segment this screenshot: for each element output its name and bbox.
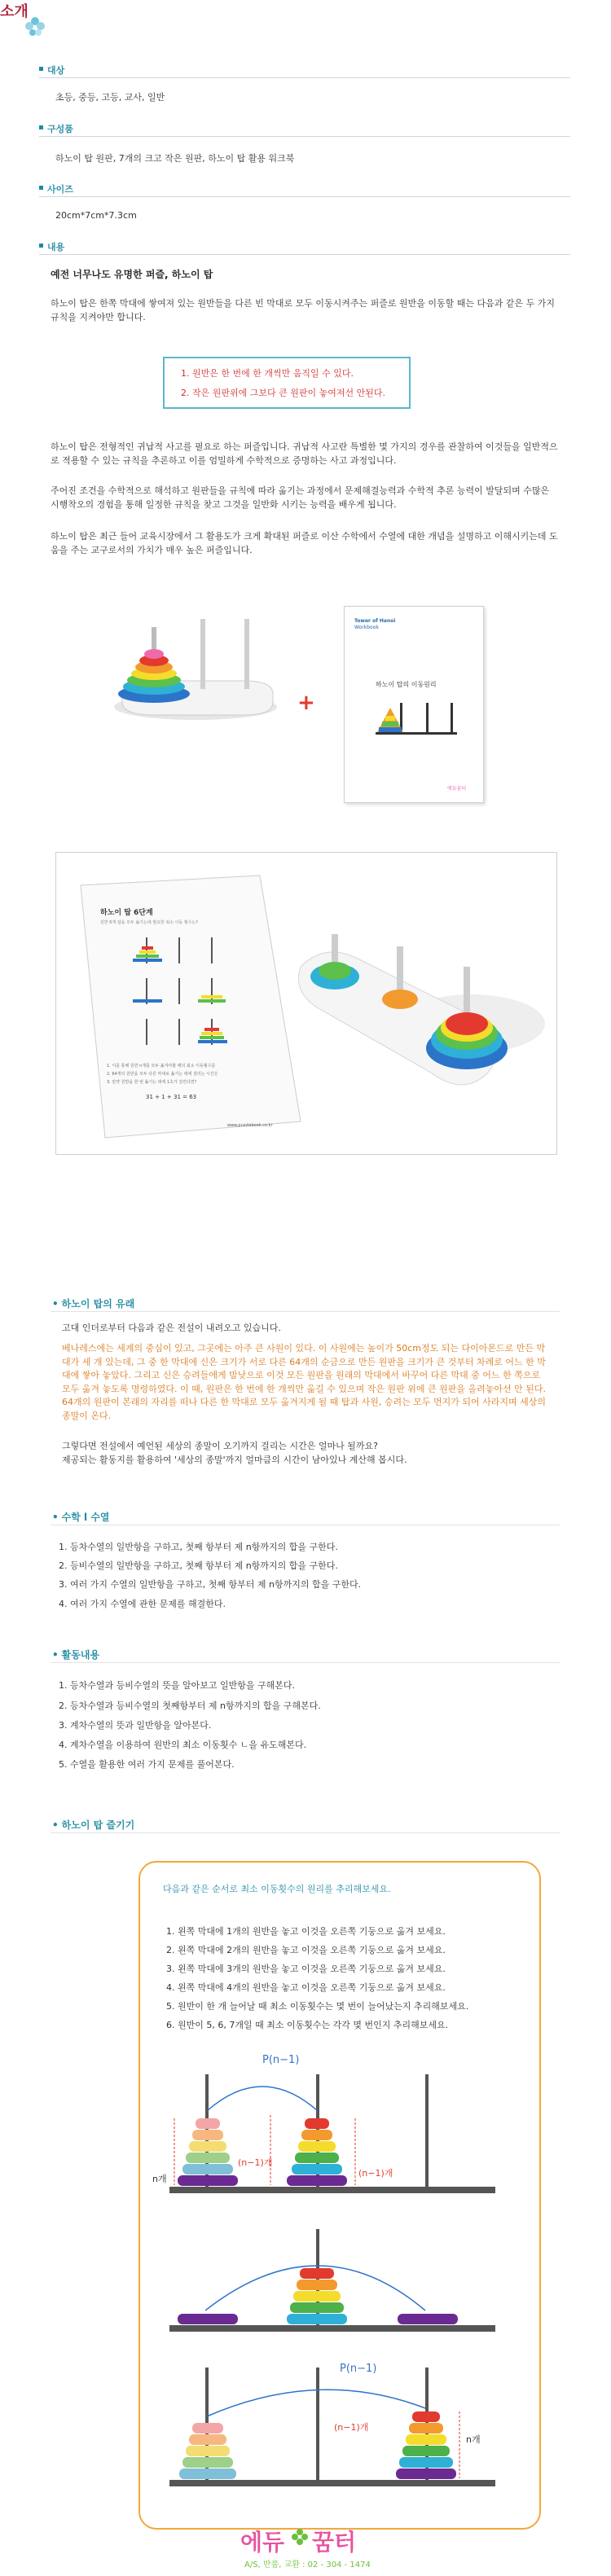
diagram-label-n1-right: (n−1)개 [358, 2168, 393, 2179]
activity-title: • 활동내용 [52, 1648, 99, 1661]
diagram-label-n-top: n개 [152, 2174, 167, 2184]
intro-paragraph-4: 하노이 탑은 최근 들어 교육시장에서 그 활용도가 크게 확대된 퍼즐로 이산 수학에서 수열에 대한 개념을 설명하고 이해시키는데 도움을 주는 교구로서의 가치가 매우 높은 퍼즐입니다. [51, 531, 558, 555]
target-text: 초등, 중등, 고등, 교사, 일반 [55, 92, 165, 103]
math-item-1: 1. 등차수열의 일반항을 구하고, 첫째 항부터 제 n항까지의 합을 구한다. [59, 1542, 338, 1552]
game-step-3: 3. 왼쪽 막대에 3개의 원반을 놓고 이것을 오른쪽 기둥으로 옮겨 보세요. [166, 1964, 446, 1974]
footer-contact: A/S, 반품, 교환 : 02 - 304 - 1474 [244, 2561, 371, 2569]
booklet-formula: 31 + 1 + 31 = 63 [146, 1094, 197, 1100]
game-box [138, 1861, 541, 2530]
legend-intro: 고대 인더로부터 다음과 같은 전설이 내려오고 있습니다. [62, 1323, 281, 1333]
section-label-contents: 구성품 [47, 124, 73, 134]
activity-item-1: 1. 등차수열과 등비수열의 뜻을 알아보고 일반항을 구해본다. [59, 1680, 295, 1691]
booklet-subtitle: 원반 6개 탑을 모두 옮기는데 필요한 최소 이동 횟수는? [100, 920, 198, 925]
contents-text: 하노이 탑 원판, 7개의 크고 작은 원판, 하노이 탑 활용 워크북 [55, 153, 295, 164]
activity-item-3: 3. 계차수열의 뜻과 일반항을 알아본다. [59, 1720, 212, 1731]
math-item-2: 2. 등비수열의 일반항을 구하고, 첫째 항부터 제 n항까지의 합을 구한다. [59, 1560, 338, 1571]
rule-2: 2. 작은 원판위에 그보다 큰 원판이 놓여져선 안된다. [181, 388, 385, 398]
game-step-6: 6. 원반이 5, 6, 7개일 때 최소 이동횟수는 각각 몇 번인지 추리해보세요. [166, 2020, 449, 2030]
diagram-label-pn1-top: P(n−1) [262, 2054, 300, 2066]
footer-logo-right: 꿈터 [312, 2529, 357, 2556]
rules-box [163, 357, 411, 409]
workbook-logo: 에듀꿈터 [447, 786, 467, 792]
intro-paragraph-3: 주어진 조건을 수학적으로 해석하고 원판들을 규칙에 따라 옮기는 과정에서 문제해결능력과 수학적 추론 능력이 발달되며 수많은 시행착오의 경험을 통해 일정한 규칙을 찾고 그것을 일반화 시키는 능력을 배우게 됩니다. [51, 485, 550, 510]
divider [39, 254, 570, 255]
booklet-heading: 하노이 탑 6단계 [100, 909, 153, 917]
plus-sign: + [297, 691, 315, 715]
legend-story: 베나레스에는 세계의 중심이 있고, 그곳에는 아주 큰 사원이 있다. 이 사원에는 높이가 50cm정도 되는 다이아몬드로 만든 막대가 세 개 있는데, 그 중 한 막대에 신은 크기가 서로 다른 64개의 순금으로 만든 원판을 크기가 큰 것부터 차례로 어느 한 막대에 쌓아 놓았다. 그리고 신은 승려들에게 밤낮으로 이것 모든 원판을 원래의 막대에서 바꾸어 다른 막대 중 어느 한 쪽으로 모두 옮겨 놓도록 명령하였다. 이 때, 원판은 한 번에 한 개씩만 옮길 수 있으며 작은 원판 위에 큰 원판을 올려놓아선 안 된다. 64개의 원판이 본래의 자리를 떠나 다른 한 막대로 모두 옮겨지게 될 때 탑과 사원, 승려는 모두 먼지가 되어 사라지며 세상의 종말이 온다. [62, 1343, 546, 1421]
workbook-title: 하노이 탑의 이동원리 [376, 681, 437, 688]
booklet-q2: 2. 64개의 원반을 모두 다른 막대로 옮기는 데에 걸리는 시간은 [107, 1072, 218, 1077]
intro-paragraph-2: 하노이 탑은 전형적인 귀납적 사고를 필요로 하는 퍼즐입니다. 귀납적 사고란 특별한 몇 가지의 경우를 관찰하여 이것들을 일반적으로 적용할 수 있는 규칙을 추론하고 이를 엄밀하게 수학적으로 증명하는 사고 과정입니다. [51, 441, 558, 466]
workbook-image [344, 606, 484, 803]
divider [51, 1832, 560, 1833]
flower-logo-icon [24, 16, 46, 37]
workbook-cover-line2: Workbook [354, 625, 379, 630]
divider [39, 196, 570, 197]
booklet-photo-frame [55, 852, 557, 1155]
intro-heading: 예전 너무나도 유명한 퍼즐, 하노이 탑 [51, 269, 213, 280]
divider [51, 1311, 560, 1312]
intro-paragraph-1: 하노이 탑은 한쪽 막대에 쌓여져 있는 원반들을 다른 빈 막대로 모두 이동시켜주는 퍼즐로 원반을 이동할 때는 다음과 같은 두 가지 규칙을 지켜야만 합니다. [51, 298, 555, 323]
game-title: • 하노이 탑 즐기기 [52, 1818, 134, 1832]
diagram-label-n-bottom: n개 [466, 2434, 481, 2445]
diagram-label-n1-top: (n−1)개 [238, 2157, 273, 2168]
game-step-1: 1. 왼쪽 막대에 1개의 원반을 놓고 이것을 오른쪽 기둥으로 옮겨 보세요. [166, 1926, 446, 1937]
booklet-q1: 1. 이를 통해 원반 n개를 모두 옮겨야할 때의 최소 이동횟수를 [107, 1064, 216, 1069]
section-label-target: 대상 [47, 65, 65, 76]
footer-logo [240, 2525, 387, 2557]
math-item-4: 4. 여러 가지 수열에 관한 문제를 해결한다. [59, 1599, 226, 1609]
divider [39, 77, 570, 78]
section-label-desc: 내용 [47, 242, 65, 252]
footer-logo-left: 에듀 [240, 2529, 285, 2556]
booklet-url: www.puzzlebook.co.kr [227, 1123, 273, 1128]
game-step-4: 4. 왼쪽 막대에 4개의 원반을 놓고 이것을 오른쪽 기둥으로 옮겨 보세요. [166, 1982, 446, 1993]
divider [51, 1662, 560, 1663]
diagram-label-pn1-bottom: P(n−1) [340, 2363, 377, 2375]
page-title: 소개 [0, 3, 29, 20]
rule-1: 1. 원반은 한 번에 한 개씩만 움직일 수 있다. [181, 368, 354, 379]
legend-closing-2: 제공되는 활동지를 활용하여 '세상의 종말'까지 얼마큼의 시간이 남아있나 계산해 봅시다. [62, 1455, 407, 1465]
activity-item-4: 4. 계차수열을 이용하여 원반의 최소 이동횟수 ㄴ을 유도해본다. [59, 1740, 307, 1750]
activity-item-5: 5. 수열을 활용한 여러 가지 문제를 풀어본다. [59, 1759, 235, 1770]
workbook-cover-line1: Tower of Hanoi [354, 618, 396, 624]
legend-closing-1: 그렇다면 전설에서 예언된 세상의 종말이 오기까지 걸리는 시간은 얼마나 될까요? [62, 1441, 378, 1451]
legend-title: • 하노이 탑의 유래 [52, 1297, 134, 1310]
section-label-size: 사이즈 [47, 184, 73, 195]
clover-icon [291, 2528, 309, 2546]
math-item-3: 3. 여러 가지 수열의 일반항을 구하고, 첫째 항부터 제 n항까지의 합을 구한다. [59, 1579, 362, 1590]
game-intro: 다음과 같은 순서로 최소 이동횟수의 원리를 추리해보세요. [163, 1884, 391, 1894]
size-text: 20cm*7cm*7.3cm [55, 210, 137, 221]
divider [39, 136, 570, 137]
game-step-2: 2. 왼쪽 막대에 2개의 원반을 놓고 이것을 오른쪽 기둥으로 옮겨 보세요. [166, 1945, 446, 1955]
game-step-5: 5. 원반이 한 개 늘어날 때 최소 이동횟수는 몇 번이 늘어났는지 추리해보세요. [166, 2001, 469, 2012]
hanoi-tower-image [106, 603, 285, 725]
activity-item-2: 2. 등차수열과 등비수열의 첫째항부터 제 n항까지의 합을 구해본다. [59, 1701, 321, 1711]
diagram-label-n1-bottom: (n−1)개 [334, 2422, 369, 2433]
booklet-q3: 3. 만약 원반을 한 번 옮기는 데에 1초가 걸린다면? [107, 1080, 197, 1085]
math-title: • 수학 l 수열 [52, 1510, 110, 1524]
